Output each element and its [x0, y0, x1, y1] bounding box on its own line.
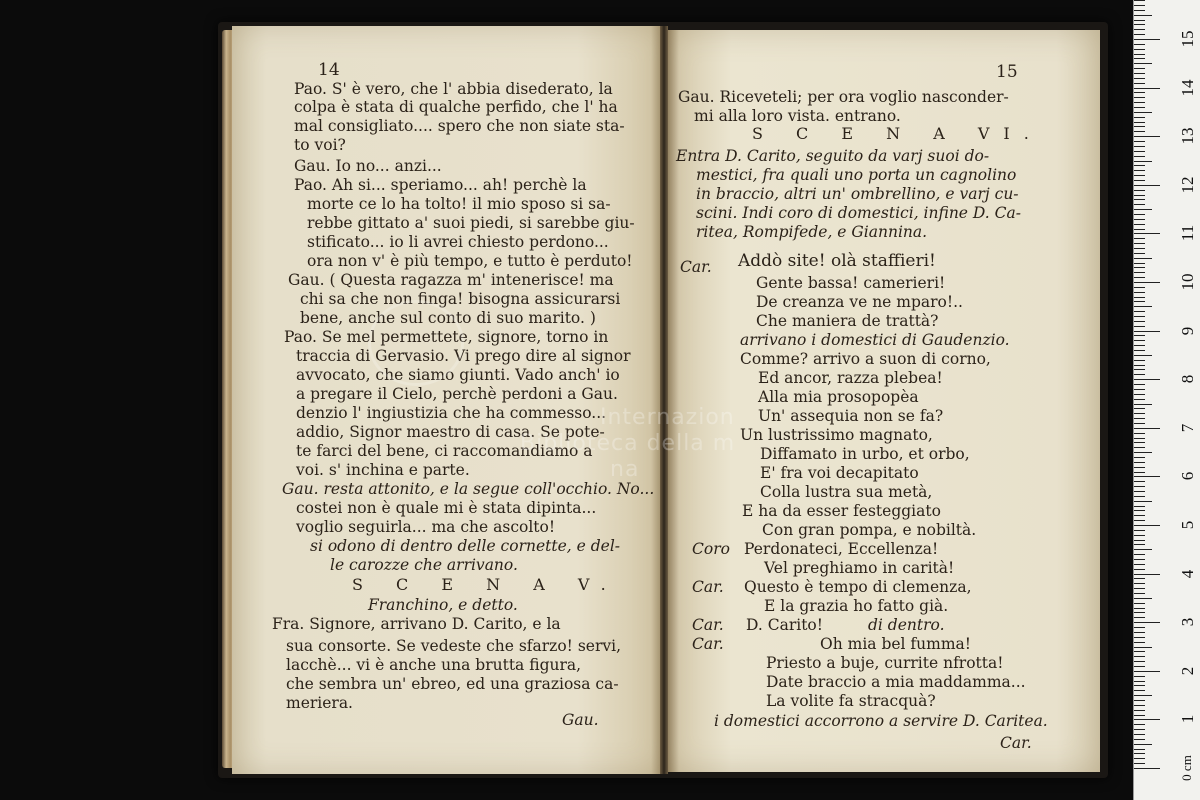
ruler-tick: [1134, 700, 1145, 701]
verse-line: Perdonateci, Eccellenza!: [744, 540, 939, 558]
stage-direction: di dentro.: [868, 616, 945, 634]
text-line: colpa è stata di qualche perfido, che l' ha: [294, 98, 618, 116]
ruler-tick: [1134, 272, 1145, 273]
ruler-tick: [1134, 739, 1145, 740]
ruler-tick: [1134, 243, 1145, 244]
text-line: Pao. Se mel permettete, signore, torno in: [284, 328, 609, 346]
verse-line: E' fra voi decapitato: [760, 464, 919, 482]
text-line: te farci del bene, ci raccomandiamo a: [296, 442, 593, 460]
ruler-tick: [1134, 608, 1145, 609]
ruler-tick: [1134, 758, 1145, 759]
ruler-tick: [1134, 63, 1152, 64]
ruler-tick: [1134, 92, 1145, 93]
ruler-tick: [1134, 117, 1145, 118]
ruler-number: 9: [1178, 326, 1197, 335]
ruler-tick: [1134, 496, 1145, 497]
text-line: rebbe gittato a' suoi piedi, si sarebbe giu-: [307, 214, 635, 232]
verse-line: Addò site! olà staffieri!: [738, 251, 936, 271]
verse-line: Che maniera de trattà?: [756, 312, 939, 330]
ruler-tick: [1134, 681, 1145, 682]
verse-line: E la grazia ho fatto già.: [764, 597, 949, 615]
ruler-tick: [1134, 583, 1145, 584]
ruler-tick: [1134, 185, 1160, 186]
watermark-line: na: [610, 457, 640, 482]
ruler-tick: [1134, 447, 1145, 448]
ruler-tick: [1134, 10, 1145, 11]
verse-line: Questo è tempo di clemenza,: [744, 578, 972, 596]
scene-characters: Franchino, e detto.: [368, 596, 518, 614]
ruler-tick: [1134, 102, 1145, 103]
ruler-tick: [1134, 617, 1145, 618]
ruler-tick: [1134, 360, 1145, 361]
text-line: scini. Indi coro di domestici, infine D. Ca-: [696, 204, 1021, 222]
ruler-tick: [1134, 734, 1145, 735]
ruler-tick: [1134, 622, 1160, 623]
ruler-tick: [1134, 195, 1145, 196]
ruler-tick: [1134, 58, 1145, 59]
ruler-number: 15: [1178, 30, 1197, 48]
ruler-tick: [1134, 593, 1145, 594]
scene-heading: S C E N A VI.: [752, 124, 1043, 143]
ruler-tick: [1134, 666, 1145, 667]
ruler-tick: [1134, 161, 1152, 162]
ruler-tick: [1134, 467, 1145, 468]
ruler-number: 6: [1178, 472, 1197, 481]
ruler-tick: [1134, 559, 1145, 560]
ruler-tick: [1134, 544, 1145, 545]
page-number-left: 14: [318, 60, 340, 80]
ruler-tick: [1134, 749, 1145, 750]
ruler-unit: 0 cm: [1178, 755, 1194, 781]
ruler-tick: [1134, 676, 1145, 677]
ruler-tick: [1134, 229, 1145, 230]
verse-line: Date braccio a mia maddamma...: [766, 673, 1026, 691]
ruler-tick: [1134, 724, 1145, 725]
ruler-tick: [1134, 219, 1145, 220]
ruler-tick: [1134, 141, 1145, 142]
ruler-tick: [1134, 661, 1145, 662]
ruler-tick: [1134, 238, 1145, 239]
verse-line: Un' assequia non se fa?: [758, 407, 944, 425]
ruler-tick: [1134, 506, 1145, 507]
text-line: in braccio, altri un' ombrellino, e varj cu-: [696, 185, 1019, 203]
ruler-tick: [1134, 423, 1145, 424]
text-line: Fra. Signore, arrivano D. Carito, e la: [272, 615, 561, 633]
ruler-tick: [1134, 263, 1145, 264]
ruler-tick: [1134, 24, 1145, 25]
ruler-tick: [1134, 0, 1145, 1]
ruler-tick: [1134, 535, 1145, 536]
ruler-number: 4: [1178, 569, 1197, 578]
ruler-tick: [1134, 190, 1145, 191]
ruler-tick: [1134, 515, 1145, 516]
speaker-label: Car.: [692, 616, 724, 634]
verse-line: Con gran pompa, e nobiltà.: [762, 521, 977, 539]
ruler-tick: [1134, 462, 1145, 463]
ruler-tick: [1134, 520, 1145, 521]
ruler-tick: [1134, 578, 1145, 579]
ruler-tick: [1134, 433, 1145, 434]
ruler-tick: [1134, 637, 1145, 638]
ruler-tick: [1134, 525, 1160, 526]
ruler-tick: [1134, 156, 1145, 157]
text-line: mal consigliato.... spero che non siate sta-: [294, 117, 625, 135]
catchword: Gau.: [562, 711, 599, 729]
text-line: Pao. Ah si... speriamo... ah! perchè la: [294, 176, 587, 194]
ruler-tick: [1134, 292, 1145, 293]
ruler-tick: [1134, 277, 1145, 278]
ruler-tick: [1134, 408, 1145, 409]
ruler-tick: [1134, 39, 1160, 40]
ruler-tick: [1134, 126, 1145, 127]
ruler-tick: [1134, 574, 1160, 575]
ruler-tick: [1134, 88, 1160, 89]
ruler-tick: [1134, 34, 1145, 35]
ruler-tick: [1134, 29, 1145, 30]
scene-heading: S C E N A V.: [352, 575, 620, 594]
ruler-tick: [1134, 476, 1160, 477]
speaker-label: Car.: [680, 258, 712, 276]
ruler-tick: [1134, 78, 1145, 79]
ruler-tick: [1134, 379, 1160, 380]
ruler-tick: [1134, 598, 1152, 599]
verse-line: Un lustrissimo magnato,: [740, 426, 933, 444]
ruler-tick: [1134, 394, 1145, 395]
ruler-tick: [1134, 481, 1145, 482]
ruler-number: 5: [1178, 520, 1197, 530]
text-line: Gau. Riceveteli; per ora voglio nasconder-: [678, 88, 1009, 106]
verse-line: Diffamato in urbo, et orbo,: [760, 445, 970, 463]
ruler-tick: [1134, 690, 1145, 691]
ruler-tick: [1134, 306, 1152, 307]
ruler-number: 10: [1178, 273, 1197, 291]
ruler-tick: [1134, 438, 1145, 439]
ruler-tick: [1134, 540, 1145, 541]
text-line: mi alla loro vista. entrano.: [694, 107, 901, 125]
verse-line: Priesto a buje, currite nfrotta!: [766, 654, 1004, 672]
ruler-tick: [1134, 705, 1145, 706]
ruler-tick: [1134, 258, 1152, 259]
ruler-tick: [1134, 384, 1145, 385]
watermark-line: Internazion: [600, 405, 735, 430]
page-number-right: 15: [996, 62, 1018, 82]
ruler-tick: [1134, 131, 1145, 132]
ruler-tick: [1134, 165, 1145, 166]
speaker-label: Coro: [692, 540, 730, 558]
verse-line: Alla mia prosopopèa: [758, 388, 919, 406]
ruler-number: 12: [1178, 176, 1197, 194]
text-line: voglio seguirla... ma che ascolto!: [296, 518, 556, 536]
ruler-tick: [1134, 710, 1145, 711]
ruler-tick: [1134, 763, 1145, 764]
ruler-tick: [1134, 233, 1160, 234]
text-line: traccia di Gervasio. Vi prego dire al signor: [296, 347, 631, 365]
ruler-tick: [1134, 350, 1145, 351]
ruler-tick: [1134, 73, 1145, 74]
text-line: morte ce lo ha tolto! il mio sposo si sa-: [307, 195, 611, 213]
ruler-tick: [1134, 486, 1145, 487]
ruler-tick: [1134, 472, 1145, 473]
ruler-tick: [1134, 5, 1145, 6]
ruler-tick: [1134, 15, 1152, 16]
ruler-tick: [1134, 549, 1152, 550]
ruler-tick: [1134, 671, 1160, 672]
ruler-tick: [1134, 49, 1145, 50]
ruler-tick: [1134, 656, 1145, 657]
verse-line: Oh mia bel fumma!: [820, 635, 972, 653]
ruler-tick: [1134, 345, 1145, 346]
verse-line: Vel preghiamo in carità!: [764, 559, 955, 577]
verse-line: Comme? arrivo a suon di corno,: [740, 350, 991, 368]
measuring-ruler: [1133, 0, 1200, 800]
ruler-tick: [1134, 399, 1145, 400]
ruler-tick: [1134, 404, 1152, 405]
ruler-tick: [1134, 365, 1145, 366]
speaker-label: Car.: [692, 635, 724, 653]
text-line: ora non v' è più tempo, e tutto è perduto!: [307, 252, 633, 270]
text-line: che sembra un' ebreo, ed una graziosa ca-: [286, 675, 619, 693]
ruler-tick: [1134, 452, 1152, 453]
stage-direction: i domestici accorrono a servire D. Caritea.: [714, 712, 1048, 730]
ruler-tick: [1134, 642, 1145, 643]
verse-line: La volite fa stracquà?: [766, 692, 936, 710]
text-line: Pao. S' è vero, che l' abbia disederato, la: [294, 80, 613, 98]
ruler-tick: [1134, 501, 1152, 502]
ruler-tick: [1134, 612, 1145, 613]
ruler-tick: [1134, 588, 1145, 589]
ruler-tick: [1134, 136, 1160, 137]
text-line: denzio l' ingiustizia che ha commesso...: [296, 404, 607, 422]
ruler-number: 1: [1178, 715, 1197, 724]
ruler-tick: [1134, 442, 1145, 443]
ruler-tick: [1134, 564, 1145, 565]
ruler-tick: [1134, 768, 1160, 769]
text-line: bene, anche sul conto di suo marito. ): [300, 309, 596, 327]
ruler-tick: [1134, 199, 1145, 200]
ruler-tick: [1134, 331, 1160, 332]
ruler-tick: [1134, 695, 1152, 696]
verse-line: De creanza ve ne mparo!..: [756, 293, 963, 311]
verse-line: Ed ancor, razza plebea!: [758, 369, 943, 387]
ruler-tick: [1134, 170, 1145, 171]
text-line: costei non è quale mi è stata dipinta...: [296, 499, 597, 517]
text-line: addio, Signor maestro di casa. Se pote-: [296, 423, 605, 441]
text-line: to voi?: [294, 136, 346, 154]
ruler-tick: [1134, 418, 1145, 419]
text-line: sua consorte. Se vedeste che sfarzo! servi,: [286, 637, 622, 655]
ruler-tick: [1134, 175, 1145, 176]
ruler-tick: [1134, 719, 1160, 720]
ruler-tick: [1134, 651, 1145, 652]
ruler-number: 7: [1178, 423, 1197, 433]
ruler-tick: [1134, 180, 1145, 181]
ruler-tick: [1134, 248, 1145, 249]
text-line: Gau. Io no... anzi...: [294, 157, 442, 175]
ruler-tick: [1134, 355, 1152, 356]
ruler-tick: [1134, 685, 1145, 686]
ruler-tick: [1134, 569, 1145, 570]
ruler-tick: [1134, 112, 1152, 113]
ruler-tick: [1134, 627, 1145, 628]
verse-line: Gente bassa! camerieri!: [756, 274, 946, 292]
text-line: meriera.: [286, 694, 353, 712]
text-line: lacchè... vi è anche una brutta figura,: [286, 656, 582, 674]
ruler-tick: [1134, 316, 1145, 317]
verse-line: Colla lustra sua metà,: [760, 483, 933, 501]
ruler-tick: [1134, 413, 1145, 414]
text-line: Entra D. Carito, seguito da varj suoi do-: [676, 147, 990, 165]
ruler-tick: [1134, 530, 1145, 531]
ruler-tick: [1134, 224, 1145, 225]
ruler-tick: [1134, 753, 1145, 754]
ruler-number: 14: [1178, 79, 1197, 97]
watermark-line: Biblioteca della m: [520, 431, 736, 456]
stage-direction: arrivano i domestici di Gaudenzio.: [740, 331, 1010, 349]
ruler-tick: [1134, 491, 1145, 492]
catchword: Car.: [1000, 734, 1032, 752]
ruler-tick: [1134, 107, 1145, 108]
ruler-tick: [1134, 83, 1145, 84]
ruler-tick: [1134, 267, 1145, 268]
text-line: voi. s' inchina e parte.: [296, 461, 470, 479]
verse-line: E ha da esser festeggiato: [742, 502, 941, 520]
text-line: stificato... io li avrei chiesto perdono...: [307, 233, 609, 251]
text-line: le carozze che arrivano.: [330, 556, 518, 574]
ruler-number: 3: [1178, 617, 1197, 627]
verse-line: D. Carito!: [746, 616, 823, 634]
ruler-tick: [1134, 744, 1152, 745]
text-line: Gau. resta attonito, e la segue coll'occhio. No...: [282, 480, 655, 498]
ruler-tick: [1134, 715, 1145, 716]
ruler-tick: [1134, 554, 1145, 555]
ruler-tick: [1134, 54, 1145, 55]
text-line: Gau. ( Questa ragazza m' intenerisce! ma: [288, 271, 614, 289]
text-line: chi sa che non finga! bisogna assicurarsi: [300, 290, 621, 308]
ruler-tick: [1134, 204, 1145, 205]
ruler-tick: [1134, 287, 1145, 288]
ruler-tick: [1134, 297, 1145, 298]
ruler-tick: [1134, 209, 1152, 210]
ruler-tick: [1134, 321, 1145, 322]
text-line: si odono di dentro delle cornette, e del-: [310, 537, 621, 555]
ruler-number: 13: [1178, 127, 1197, 145]
ruler-tick: [1134, 253, 1145, 254]
text-line: a pregare il Cielo, perchè perdoni a Gau.: [296, 385, 618, 403]
ruler-number: 11: [1178, 225, 1197, 242]
ruler-tick: [1134, 214, 1145, 215]
ruler-tick: [1134, 151, 1145, 152]
ruler-tick: [1134, 340, 1145, 341]
ruler-tick: [1134, 326, 1145, 327]
ruler-tick: [1134, 374, 1145, 375]
ruler-tick: [1134, 146, 1145, 147]
ruler-tick: [1134, 729, 1145, 730]
ruler-tick: [1134, 97, 1145, 98]
ruler-tick: [1134, 311, 1145, 312]
ruler-tick: [1134, 457, 1145, 458]
speaker-label: Car.: [692, 578, 724, 596]
ruler-tick: [1134, 335, 1145, 336]
ruler-tick: [1134, 122, 1145, 123]
ruler-tick: [1134, 44, 1145, 45]
ruler-tick: [1134, 20, 1145, 21]
ruler-tick: [1134, 632, 1145, 633]
ruler-tick: [1134, 301, 1145, 302]
ruler-tick: [1134, 603, 1145, 604]
ruler-tick: [1134, 389, 1145, 390]
ruler-tick: [1134, 68, 1145, 69]
ruler-tick: [1134, 647, 1152, 648]
ruler-number: 8: [1178, 374, 1197, 384]
ruler-tick: [1134, 369, 1145, 370]
text-line: mestici, fra quali uno porta un cagnolino: [696, 166, 1017, 184]
book-gutter: [660, 26, 668, 774]
ruler-tick: [1134, 428, 1160, 429]
ruler-tick: [1134, 510, 1145, 511]
text-line: avvocato, che siamo giunti. Vado anch' io: [296, 366, 620, 384]
ruler-tick: [1134, 282, 1160, 283]
text-line: ritea, Rompifede, e Giannina.: [696, 223, 928, 241]
ruler-number: 2: [1178, 666, 1197, 676]
